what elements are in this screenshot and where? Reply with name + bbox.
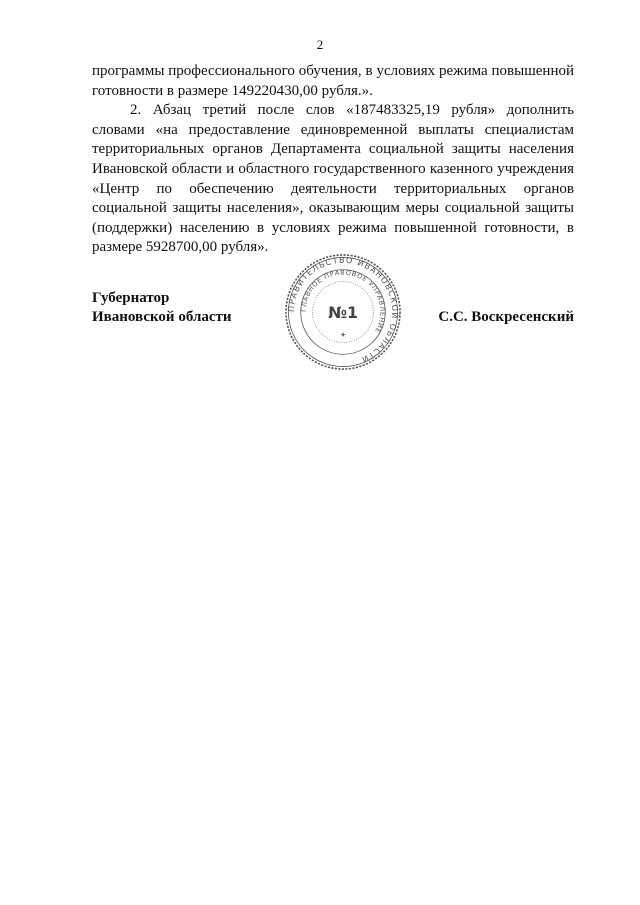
signatory-name: С.С. Воскресенский: [438, 309, 574, 325]
stamp-ring-text: ПРАВИТЕЛЬСТВО ИВАНОВСКОЙ ОБЛАСТИ: [286, 255, 400, 365]
signatory-title-line1: Губернатор: [92, 290, 170, 306]
paragraph-item-2: 2. Абзац третий после слов «187483325,19 рубля» дополнить словами «на предоставление единовременной выплаты специалистам территориальных органов Департамента социальной защиты населения Ивановской области и областного государственного казенного учреждения «Центр по обеспечению деятельности территориальных органов социальной защиты населения», оказывающим меры социальной защиты (поддержки) населению в условиях режима повышенной готовности, в размере 5928700,00 рубля».: [92, 102, 574, 256]
stamp-seal-icon: [284, 253, 402, 371]
stamp-inner-text: ГЛАВНОЕ ПРАВОВОЕ УПРАВЛЕНИЕ: [299, 268, 387, 335]
svg-text:ГЛАВНОЕ ПРАВОВОЕ УПРАВЛЕНИЕ: [300, 269, 387, 335]
page-number: 2: [316, 37, 324, 52]
document-body: [92, 62, 574, 258]
signatory-title-line2: Ивановской области: [92, 309, 232, 325]
stamp-star-icon: ✦: [339, 330, 347, 340]
official-stamp: [284, 253, 402, 371]
paragraph-continuation: программы профессионального обучения, в условиях режима повышенной готовности в размере 149220430,00 рубля.».: [92, 63, 574, 99]
stamp-center-label: №1: [328, 302, 358, 322]
signatory-title: [92, 289, 232, 327]
